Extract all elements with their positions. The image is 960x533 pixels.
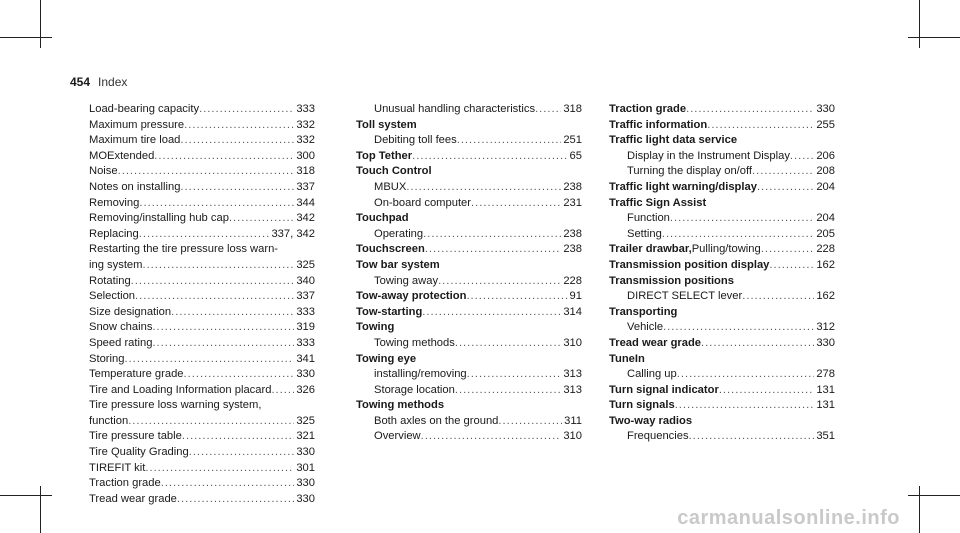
index-entry: [609, 149, 835, 165]
index-entry: [609, 211, 835, 227]
index-entry: [89, 367, 315, 383]
index-entry-page[interactable]: 340: [296, 274, 315, 287]
index-entry: [609, 196, 835, 212]
index-entry: [609, 227, 835, 243]
index-entry: [609, 320, 835, 336]
index-entry-term: Traffic information: [609, 118, 708, 131]
index-entry: [89, 274, 315, 290]
index-entry-term: Tow-away protection: [356, 290, 467, 303]
leader-dots: [670, 211, 814, 227]
index-entry: [609, 367, 835, 383]
index-entry-term: installing/removing: [374, 368, 467, 381]
index-entry: [609, 398, 835, 414]
index-entry: [89, 352, 315, 368]
index-entry-term: TuneIn: [609, 352, 645, 365]
index-entry: [356, 414, 582, 430]
index-entry: [89, 492, 315, 508]
index-entry: [609, 414, 835, 430]
index-entry-page[interactable]: 205: [816, 227, 835, 240]
index-entry: [89, 102, 315, 118]
index-entry: [356, 118, 582, 134]
index-entry-term: Storing: [89, 352, 125, 365]
index-entry-page[interactable]: 313: [563, 383, 582, 396]
index-entry-term: Traffic light data service: [609, 134, 738, 147]
index-entry-term: Traffic Sign Assist: [609, 196, 707, 209]
index-entry-page[interactable]: 91: [569, 290, 582, 303]
crop-mark-tl-v: [40, 0, 41, 48]
index-entry-page[interactable]: 238: [563, 227, 582, 240]
leader-dots: [412, 149, 567, 165]
index-entry-term: Speed rating: [89, 336, 153, 349]
crop-mark-br-h: [908, 495, 960, 496]
leader-dots: [406, 180, 561, 196]
index-entry: [89, 180, 315, 196]
index-entry: [609, 336, 835, 352]
index-entry-page[interactable]: 341: [296, 352, 315, 365]
index-entry-term: Traction grade: [89, 477, 161, 490]
index-entry-term: Traction grade: [609, 103, 687, 115]
leader-dots: [761, 242, 815, 258]
index-entry-term: Replacing: [89, 227, 139, 240]
index-entry-term: Removing/installing hub cap: [89, 212, 229, 225]
index-entry: [89, 305, 315, 321]
index-entry-term: Tow-starting: [356, 305, 423, 318]
index-entry-term: Tire Quality Grading: [89, 446, 189, 459]
leader-dots: [154, 149, 294, 165]
index-entry: [356, 305, 582, 321]
leader-dots: [438, 274, 561, 290]
index-entry: [356, 242, 582, 258]
index-entry: [609, 383, 835, 399]
index-entry: [609, 274, 835, 290]
watermark: carmanualsonline.info: [677, 507, 900, 529]
index-entry: [356, 149, 582, 165]
page-header: [70, 75, 127, 89]
index-entry: [356, 180, 582, 196]
index-entry-page[interactable]: 301: [296, 461, 315, 474]
index-entry-page[interactable]: 313: [563, 368, 582, 381]
leader-dots: [135, 289, 294, 305]
index-entry-term: MBUX: [374, 180, 407, 193]
index-entry-page[interactable]: 204: [816, 180, 835, 193]
index-entry: [89, 196, 315, 212]
index-entry-term: Towing away: [374, 274, 439, 287]
index-entry: [356, 336, 582, 352]
index-entry: [609, 258, 835, 274]
leader-dots: [184, 118, 294, 134]
index-entry: [356, 274, 582, 290]
index-entry-page[interactable]: 251: [563, 134, 582, 147]
index-entry-term: Towing: [356, 321, 395, 334]
index-entry-term: Tire pressure loss warning system,: [89, 399, 262, 412]
index-entry-page[interactable]: 131: [816, 383, 835, 396]
index-entry-term: Temperature grade: [89, 368, 184, 381]
index-entry-page[interactable]: 255: [816, 118, 835, 131]
index-entry-page[interactable]: 319: [296, 321, 315, 334]
index-entry-term: Noise: [89, 165, 118, 178]
index-entry-term: On-board computer: [374, 196, 472, 209]
index-entry-page[interactable]: 65: [569, 149, 582, 162]
index-entry-term: TIREFIT kit: [89, 461, 146, 474]
leader-dots: [421, 429, 562, 445]
index-entry: [609, 305, 835, 321]
index-entry: [89, 429, 315, 445]
index-entry-page[interactable]: 342: [296, 212, 315, 225]
index-entry-term: ing system: [89, 258, 143, 271]
crop-mark-tr-h: [908, 37, 960, 38]
leader-dots: [171, 305, 294, 321]
crop-mark-bl-h: [0, 495, 52, 496]
index-entry-term: Tow bar system: [356, 258, 440, 271]
leader-dots: [455, 383, 561, 399]
index-entry-page[interactable]: 238: [563, 180, 582, 193]
index-entry-term: Transporting: [609, 305, 678, 318]
index-entry-term: Touchscreen: [356, 243, 425, 256]
leader-dots: [271, 383, 294, 399]
index-entry-page[interactable]: 326: [296, 383, 315, 396]
index-entry: [356, 196, 582, 212]
index-entry: [609, 164, 835, 180]
leader-dots: [769, 258, 814, 274]
leader-dots: [757, 180, 814, 196]
index-entry-term: Transmission positions: [609, 274, 734, 287]
index-entry-term: Maximum tire load: [89, 134, 181, 147]
index-entry-page[interactable]: 314: [563, 305, 582, 318]
index-entry-term: Traffic light warning/display: [609, 180, 757, 193]
index-entry-page[interactable]: 131: [816, 399, 835, 412]
index-entry: [356, 133, 582, 149]
leader-dots: [139, 196, 294, 212]
index-entry: [89, 289, 315, 305]
index-entry-term: Overview: [374, 430, 421, 443]
leader-dots: [177, 492, 294, 508]
index-entry: [609, 242, 835, 258]
index-entry-page[interactable]: 325: [296, 414, 315, 427]
leader-dots: [128, 414, 294, 430]
leader-dots: [139, 227, 270, 243]
index-entry: [356, 289, 582, 305]
index-entry-page[interactable]: 278: [816, 368, 835, 381]
index-entry: [356, 320, 582, 336]
page-number: 454: [70, 75, 91, 89]
leader-dots: [180, 133, 294, 149]
index-entry: [89, 336, 315, 352]
index-entry-term: Turn signal indicator: [609, 383, 719, 396]
index-entry-term: MOExtended: [89, 149, 155, 162]
index-column-2: [356, 102, 582, 445]
index-entry-term: Snow chains: [89, 321, 153, 334]
leader-dots: [124, 352, 294, 368]
index-entry: [89, 445, 315, 461]
index-entry-page[interactable]: 208: [816, 165, 835, 178]
leader-dots: [790, 149, 814, 165]
index-entry-term: Both axles on the ground: [374, 414, 499, 427]
index-entry-page[interactable]: 321: [296, 430, 315, 443]
leader-dots: [467, 367, 562, 383]
index-entry-term: Frequencies: [627, 430, 689, 443]
index-entry-term: Removing: [89, 196, 140, 209]
index-entry-term: Touch Control: [356, 165, 432, 178]
index-entry-term: Tire pressure table: [89, 430, 182, 443]
leader-dots: [466, 289, 567, 305]
crop-mark-tr-v: [919, 0, 920, 48]
index-entry: [89, 414, 315, 430]
index-entry-page[interactable]: 162: [816, 290, 835, 303]
index-entry: [609, 429, 835, 445]
index-column-3: [609, 102, 835, 445]
leader-dots: [423, 227, 561, 243]
index-entry: [89, 149, 315, 165]
index-entry-term: Trailer drawbar,: [609, 243, 692, 256]
leader-dots: [142, 258, 294, 274]
index-entry-term: Turning the display on/off: [627, 165, 753, 178]
index-entry-term: Restarting the tire pressure loss warn-: [89, 243, 279, 256]
index-entry: [609, 352, 835, 368]
leader-dots: [701, 336, 814, 352]
index-entry-term: Maximum pressure: [89, 118, 185, 131]
index-entry-term: function: [89, 414, 129, 427]
index-entry-page[interactable]: 325: [296, 258, 315, 271]
leader-dots: [662, 227, 814, 243]
leader-dots: [535, 102, 561, 118]
index-entry-page[interactable]: 311: [564, 414, 582, 427]
index-entry-term: Rotating: [89, 274, 131, 287]
leader-dots: [686, 102, 814, 118]
index-entry-page[interactable]: 228: [563, 274, 582, 287]
index-entry: [89, 258, 315, 274]
index-entry: [89, 461, 315, 477]
leader-dots: [457, 133, 562, 149]
index-entry-term: Selection: [89, 290, 136, 303]
index-entry-term: Operating: [374, 227, 424, 240]
index-entry: [89, 164, 315, 180]
index-entry-page[interactable]: 330: [296, 446, 315, 459]
leader-dots: [145, 461, 294, 477]
index-entry: [356, 227, 582, 243]
leader-dots: [707, 118, 814, 134]
index-entry-page[interactable]: 310: [563, 336, 582, 349]
leader-dots: [498, 414, 562, 430]
crop-mark-br-v: [919, 486, 920, 533]
leader-dots: [118, 164, 295, 180]
index-entry-term: Towing methods: [356, 399, 445, 412]
leader-dots: [184, 367, 295, 383]
index-entry-page[interactable]: 332: [296, 134, 315, 147]
index-entry-term: Top Tether: [356, 149, 413, 162]
index-entry-term: Tread wear grade: [609, 336, 702, 349]
index-entry: [356, 398, 582, 414]
leader-dots: [742, 289, 814, 305]
leader-dots: [675, 398, 815, 414]
index-entry: [356, 164, 582, 180]
index-entry-page[interactable]: 206: [816, 149, 835, 162]
index-entry-term: Turn signals: [609, 399, 675, 412]
index-entry-page[interactable]: 337: [296, 290, 315, 303]
leader-dots: [422, 305, 561, 321]
index-entry: [89, 118, 315, 134]
index-entry-page[interactable]: 332: [296, 118, 315, 131]
index-entry-page[interactable]: 312: [816, 321, 835, 334]
index-entry-term: Toll system: [356, 118, 417, 131]
index-column-1: [89, 102, 315, 507]
index-entry-page[interactable]: 337, 342: [271, 227, 315, 240]
index-entry-page[interactable]: 330: [816, 103, 835, 115]
index-entry-term: Tire and Loading Information placard: [89, 383, 272, 396]
index-entry: [356, 352, 582, 368]
index-entry-page[interactable]: 330: [296, 492, 315, 505]
leader-dots: [677, 367, 815, 383]
leader-dots: [752, 164, 814, 180]
leader-dots: [719, 383, 815, 399]
index-entry-term: Transmission position display: [609, 258, 770, 271]
index-entry: [89, 133, 315, 149]
index-entry: [89, 476, 315, 492]
index-entry-term: Storage location: [374, 383, 455, 396]
index-entry-page[interactable]: 318: [296, 165, 315, 178]
index-entry: [89, 320, 315, 336]
index-entry-page[interactable]: 238: [563, 243, 582, 256]
index-entry: [356, 383, 582, 399]
leader-dots: [689, 429, 815, 445]
index-entry-term: Setting: [627, 227, 662, 240]
index-entry-page[interactable]: 204: [816, 212, 835, 225]
index-entry-page[interactable]: 162: [816, 258, 835, 271]
index-entry-page[interactable]: 318: [563, 103, 582, 115]
index-entry-page[interactable]: 351: [816, 430, 835, 443]
leader-dots: [425, 242, 562, 258]
index-entry-page[interactable]: 231: [563, 196, 582, 209]
index-entry-term: Touchpad: [356, 212, 409, 225]
index-entry-term: Load-bearing capacity: [89, 103, 200, 115]
leader-dots: [131, 274, 295, 290]
crop-mark-tl-h: [0, 37, 52, 38]
index-entry-term: Vehicle: [627, 321, 664, 334]
index-entry-term: Two-way radios: [609, 414, 693, 427]
leader-dots: [471, 196, 561, 212]
section-title: Index: [98, 75, 128, 89]
index-entry-subterm: Pulling/towing: [691, 243, 761, 256]
index-entry-page[interactable]: 330: [816, 336, 835, 349]
index-entry-term: Towing methods: [374, 336, 455, 349]
index-entry-page[interactable]: 344: [296, 196, 315, 209]
index-entry-page[interactable]: 333: [296, 305, 315, 318]
index-entry-term: Function: [627, 212, 670, 225]
leader-dots: [663, 320, 814, 336]
index-entry: [89, 211, 315, 227]
leader-dots: [152, 336, 294, 352]
index-entry-term: Display in the Instrument Display: [627, 149, 790, 162]
index-entry-page[interactable]: 228: [816, 243, 835, 256]
index-entry: [356, 367, 582, 383]
index-entry-page[interactable]: 330: [296, 477, 315, 490]
leader-dots: [182, 429, 294, 445]
index-entry-term: Unusual handling characteristics: [374, 103, 536, 115]
index-entry: [356, 102, 582, 118]
index-entry-term: DIRECT SELECT lever: [627, 290, 743, 303]
index-entry-term: Towing eye: [356, 352, 417, 365]
index-entry: [609, 133, 835, 149]
index-entry-term: Notes on installing: [89, 180, 181, 193]
index-entry: [356, 258, 582, 274]
leader-dots: [455, 336, 561, 352]
index-entry-term: Tread wear grade: [89, 492, 177, 505]
index-entry: [89, 383, 315, 399]
index-entry: [356, 211, 582, 227]
leader-dots: [229, 211, 294, 227]
index-entry-page[interactable]: 333: [296, 103, 315, 115]
index-entry-term: Debiting toll fees: [374, 134, 457, 147]
index-entry: [609, 180, 835, 196]
index-entry: [89, 242, 315, 258]
index-entry-page[interactable]: 333: [296, 336, 315, 349]
index-entry-term: Size designation: [89, 305, 172, 318]
index-entry: [609, 289, 835, 305]
index-entry: [356, 429, 582, 445]
leader-dots: [180, 180, 294, 196]
index-entry-page[interactable]: 300: [296, 149, 315, 162]
crop-mark-bl-v: [40, 486, 41, 533]
index-entry-term: Calling up: [627, 368, 677, 381]
leader-dots: [199, 102, 294, 118]
index-entry-page[interactable]: 337: [296, 180, 315, 193]
index-entry: [89, 227, 315, 243]
index-entry: [609, 118, 835, 134]
leader-dots: [161, 476, 295, 492]
index-entry: [89, 398, 315, 414]
index-entry: [609, 102, 835, 118]
leader-dots: [189, 445, 295, 461]
index-entry-page[interactable]: 310: [563, 430, 582, 443]
leader-dots: [152, 320, 294, 336]
index-entry-page[interactable]: 330: [296, 368, 315, 381]
